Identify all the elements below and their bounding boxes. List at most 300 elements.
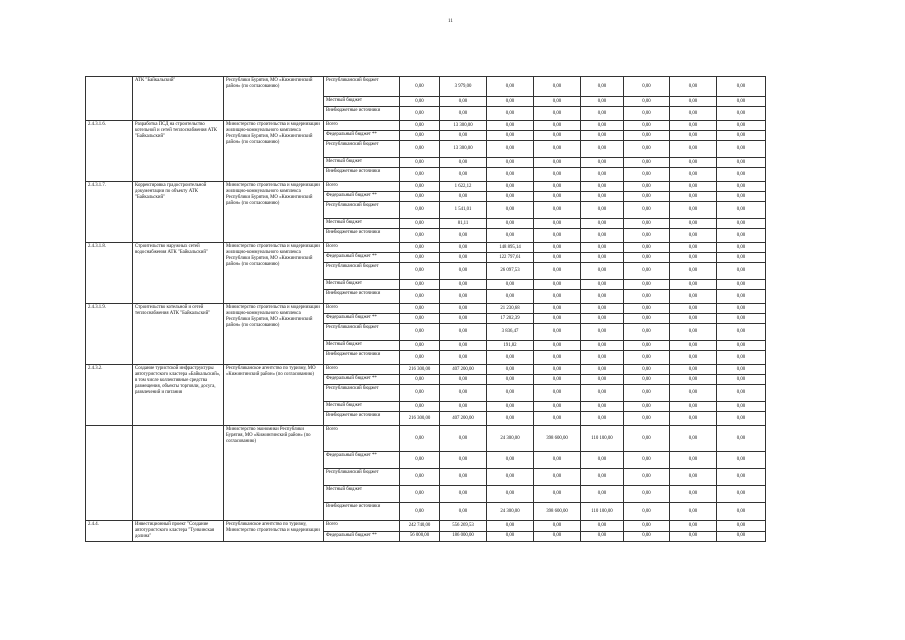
amount-cell: 0,00 (487, 469, 534, 486)
funding-source: Всего (324, 521, 400, 532)
amount-cell: 0,00 (624, 263, 670, 280)
amount-cell: 0,00 (624, 304, 670, 314)
amount-cell: 0,00 (534, 375, 581, 385)
amount-cell: 0,00 (670, 412, 717, 426)
amount-cell: 0,00 (717, 531, 766, 542)
amount-cell: 56 000,00 (400, 531, 440, 542)
amount-cell: 0,00 (581, 375, 624, 385)
amount-cell: 0,00 (400, 486, 440, 503)
amount-cell: 0,00 (581, 202, 624, 219)
funding-source: Всего (324, 182, 400, 192)
amount-cell: 0,00 (400, 192, 440, 202)
row-name: Инвестиционный проект "Создание автотуристского кластера "Тункинская долина" (133, 521, 224, 542)
amount-cell: 0,00 (400, 263, 440, 280)
amount-cell: 0,00 (534, 290, 581, 304)
row-code: 2.4.3.1.7. (86, 182, 133, 243)
amount-cell: 0,00 (534, 131, 581, 141)
amount-cell: 0,00 (624, 97, 670, 107)
amount-cell: 3 979,00 (440, 77, 487, 97)
amount-cell: 1 541,01 (440, 202, 487, 219)
amount-cell: 0,00 (624, 365, 670, 375)
amount-cell: 0,00 (581, 324, 624, 341)
amount-cell: 0,00 (670, 351, 717, 365)
amount-cell: 0,00 (534, 365, 581, 375)
amount-cell: 0,00 (581, 531, 624, 542)
amount-cell: 0,00 (670, 219, 717, 229)
row-executor: Министерство строительства и модернизации жилищно-коммунального комплекса Республики Бурятия, МО «Кижингинский район» (по согласованию) (224, 304, 324, 365)
amount-cell: 0,00 (400, 182, 440, 192)
amount-cell: 0,00 (534, 351, 581, 365)
amount-cell: 0,00 (717, 314, 766, 324)
amount-cell: 0,00 (534, 452, 581, 469)
amount-cell: 0,00 (670, 385, 717, 402)
amount-cell: 0,00 (400, 426, 440, 452)
amount-cell: 407 200,00 (440, 412, 487, 426)
amount-cell: 0,00 (534, 121, 581, 131)
funding-source: Внебюджетные источники (324, 290, 400, 304)
amount-cell: 0,00 (624, 243, 670, 253)
amount-cell: 0,00 (717, 263, 766, 280)
funding-source: Федеральный бюджет ** (324, 131, 400, 141)
amount-cell: 0,00 (400, 243, 440, 253)
amount-cell: 0,00 (534, 158, 581, 168)
funding-source: Всего (324, 365, 400, 375)
amount-cell: 24 300,00 (487, 426, 534, 452)
amount-cell: 0,00 (670, 402, 717, 412)
row-code (86, 77, 133, 121)
funding-source: Внебюджетные источники (324, 412, 400, 426)
amount-cell: 0,00 (400, 280, 440, 290)
amount-cell: 1 622,12 (440, 182, 487, 192)
amount-cell: 0,00 (440, 107, 487, 121)
amount-cell: 0,00 (670, 97, 717, 107)
funding-source: Федеральный бюджет ** (324, 253, 400, 263)
amount-cell: 0,00 (440, 97, 487, 107)
amount-cell: 0,00 (624, 121, 670, 131)
amount-cell: 0,00 (581, 351, 624, 365)
amount-cell: 0,00 (670, 324, 717, 341)
table-row (86, 304, 766, 314)
table-row (86, 77, 766, 97)
amount-cell: 0,00 (624, 192, 670, 202)
amount-cell: 0,00 (534, 521, 581, 532)
amount-cell: 0,00 (534, 77, 581, 97)
row-executor: Министерство экономики Республики Бурятия, МО «Кижингинский район» (по согласованию) (224, 426, 324, 521)
funding-source: Республиканский бюджет (324, 202, 400, 219)
amount-cell: 0,00 (487, 202, 534, 219)
amount-cell: 0,00 (581, 314, 624, 324)
funding-source: Республиканский бюджет (324, 141, 400, 158)
amount-cell: 0,00 (581, 229, 624, 243)
amount-cell: 0,00 (581, 253, 624, 263)
amount-cell: 0,00 (440, 503, 487, 521)
amount-cell: 0,00 (624, 521, 670, 532)
amount-cell: 0,00 (440, 253, 487, 263)
amount-cell: 0,00 (440, 426, 487, 452)
amount-cell: 0,00 (581, 97, 624, 107)
amount-cell: 0,00 (717, 182, 766, 192)
amount-cell: 0,00 (717, 469, 766, 486)
table-row (86, 182, 766, 192)
amount-cell: 0,00 (624, 469, 670, 486)
amount-cell: 0,00 (534, 304, 581, 314)
row-code (86, 426, 133, 521)
amount-cell: 0,00 (400, 385, 440, 402)
amount-cell: 0,00 (581, 412, 624, 426)
funding-source: Местный бюджет (324, 280, 400, 290)
amount-cell: 0,00 (400, 314, 440, 324)
amount-cell: 13 300,00 (440, 141, 487, 158)
amount-cell: 0,00 (717, 365, 766, 375)
amount-cell: 0,00 (670, 503, 717, 521)
funding-source: Всего (324, 121, 400, 131)
amount-cell: 0,00 (717, 192, 766, 202)
amount-cell: 0,00 (624, 158, 670, 168)
amount-cell: 0,00 (400, 229, 440, 243)
amount-cell: 0,00 (670, 426, 717, 452)
amount-cell: 110 100,00 (581, 426, 624, 452)
amount-cell: 0,00 (581, 219, 624, 229)
amount-cell: 0,00 (487, 182, 534, 192)
amount-cell: 0,00 (717, 202, 766, 219)
amount-cell: 0,00 (440, 304, 487, 314)
amount-cell: 0,00 (400, 97, 440, 107)
amount-cell: 0,00 (487, 412, 534, 426)
amount-cell: 0,00 (581, 290, 624, 304)
amount-cell: 0,00 (534, 531, 581, 542)
amount-cell: 0,00 (400, 351, 440, 365)
funding-source: Внебюджетные источники (324, 503, 400, 521)
amount-cell: 0,00 (487, 229, 534, 243)
amount-cell: 0,00 (670, 314, 717, 324)
amount-cell: 0,00 (534, 412, 581, 426)
amount-cell: 0,00 (670, 521, 717, 532)
amount-cell: 0,00 (581, 402, 624, 412)
amount-cell: 17 202,39 (487, 314, 534, 324)
amount-cell: 24 300,00 (487, 503, 534, 521)
amount-cell: 0,00 (487, 141, 534, 158)
row-executor: Министерство строительства и модернизации жилищно-коммунального комплекса Республики Бурятия, МО «Кижингинский район» (по согласованию) (224, 243, 324, 304)
amount-cell: 0,00 (487, 351, 534, 365)
amount-cell: 0,00 (400, 290, 440, 304)
amount-cell: 0,00 (534, 314, 581, 324)
amount-cell: 0,00 (440, 229, 487, 243)
amount-cell: 0,00 (400, 341, 440, 351)
amount-cell: 0,00 (670, 77, 717, 97)
funding-source: Федеральный бюджет ** (324, 314, 400, 324)
amount-cell: 0,00 (440, 314, 487, 324)
amount-cell: 0,00 (624, 402, 670, 412)
amount-cell: 0,00 (581, 452, 624, 469)
amount-cell: 0,00 (487, 219, 534, 229)
amount-cell: 0,00 (717, 402, 766, 412)
amount-cell: 398 600,00 (534, 426, 581, 452)
amount-cell: 0,00 (581, 385, 624, 402)
amount-cell: 0,00 (717, 158, 766, 168)
funding-source: Местный бюджет (324, 97, 400, 107)
amount-cell: 0,00 (717, 486, 766, 503)
amount-cell: 0,00 (440, 168, 487, 182)
amount-cell: 0,00 (440, 452, 487, 469)
funding-source: Федеральный бюджет ** (324, 531, 400, 542)
funding-source: Республиканский бюджет (324, 324, 400, 341)
amount-cell: 0,00 (487, 486, 534, 503)
row-code: 2.4.3.1.9. (86, 304, 133, 365)
amount-cell: 407 200,00 (440, 365, 487, 375)
amount-cell: 13 300,00 (440, 121, 487, 131)
amount-cell: 0,00 (581, 192, 624, 202)
row-name: АТК "Байкальский" (133, 77, 224, 121)
amount-cell: 110 100,00 (581, 503, 624, 521)
amount-cell: 0,00 (717, 168, 766, 182)
amount-cell: 0,00 (624, 375, 670, 385)
amount-cell: 0,00 (624, 452, 670, 469)
amount-cell: 0,00 (670, 375, 717, 385)
funding-source: Местный бюджет (324, 158, 400, 168)
amount-cell: 0,00 (624, 486, 670, 503)
amount-cell: 0,00 (670, 202, 717, 219)
amount-cell: 0,00 (440, 158, 487, 168)
amount-cell: 3 836,47 (487, 324, 534, 341)
amount-cell: 0,00 (624, 290, 670, 304)
amount-cell: 0,00 (624, 412, 670, 426)
amount-cell: 0,00 (534, 229, 581, 243)
amount-cell: 0,00 (581, 158, 624, 168)
amount-cell: 0,00 (717, 324, 766, 341)
amount-cell: 0,00 (400, 324, 440, 341)
amount-cell: 0,00 (581, 107, 624, 121)
amount-cell: 0,00 (670, 158, 717, 168)
funding-source: Всего (324, 243, 400, 253)
amount-cell: 0,00 (670, 253, 717, 263)
amount-cell: 0,00 (717, 131, 766, 141)
funding-source: Внебюджетные источники (324, 107, 400, 121)
amount-cell: 0,00 (581, 77, 624, 97)
amount-cell: 0,00 (581, 263, 624, 280)
amount-cell: 0,00 (534, 280, 581, 290)
amount-cell: 0,00 (624, 531, 670, 542)
amount-cell: 0,00 (400, 452, 440, 469)
amount-cell: 0,00 (487, 97, 534, 107)
amount-cell: 0,00 (670, 192, 717, 202)
amount-cell: 0,00 (400, 304, 440, 314)
amount-cell: 0,00 (534, 263, 581, 280)
amount-cell: 0,00 (487, 385, 534, 402)
amount-cell: 0,00 (581, 121, 624, 131)
amount-cell: 0,00 (487, 158, 534, 168)
amount-cell: 0,00 (717, 412, 766, 426)
amount-cell: 0,00 (581, 521, 624, 532)
amount-cell: 0,00 (534, 385, 581, 402)
amount-cell: 0,00 (581, 280, 624, 290)
row-name: Строительство котельной и сетей теплоснабжения АТК "Байкальский" (133, 304, 224, 365)
amount-cell: 0,00 (581, 141, 624, 158)
amount-cell: 0,00 (717, 341, 766, 351)
row-name: Корректировка градостроительной документации по объекту АТК "Байкальский" (133, 182, 224, 243)
amount-cell: 0,00 (440, 385, 487, 402)
amount-cell: 0,00 (624, 107, 670, 121)
amount-cell: 0,00 (400, 503, 440, 521)
amount-cell: 81,11 (440, 219, 487, 229)
amount-cell: 0,00 (670, 365, 717, 375)
amount-cell: 0,00 (581, 341, 624, 351)
amount-cell: 21 230,68 (487, 304, 534, 314)
amount-cell: 0,00 (487, 280, 534, 290)
amount-cell: 0,00 (534, 253, 581, 263)
amount-cell: 0,00 (624, 351, 670, 365)
table-row (86, 521, 766, 532)
amount-cell: 0,00 (717, 253, 766, 263)
amount-cell: 0,00 (717, 121, 766, 131)
row-code: 2.4.3.1.8. (86, 243, 133, 304)
amount-cell: 0,00 (487, 131, 534, 141)
amount-cell: 0,00 (400, 168, 440, 182)
amount-cell: 0,00 (624, 503, 670, 521)
amount-cell: 0,00 (400, 219, 440, 229)
amount-cell: 0,00 (487, 121, 534, 131)
amount-cell: 0,00 (624, 280, 670, 290)
amount-cell: 0,00 (534, 202, 581, 219)
amount-cell: 0,00 (670, 469, 717, 486)
amount-cell: 0,00 (717, 426, 766, 452)
amount-cell: 0,00 (440, 351, 487, 365)
amount-cell: 0,00 (581, 469, 624, 486)
amount-cell: 0,00 (670, 304, 717, 314)
amount-cell: 0,00 (400, 77, 440, 97)
row-name: Строительство наружных сетей водоснабжения АТК "Байкальский" (133, 243, 224, 304)
amount-cell: 0,00 (624, 219, 670, 229)
amount-cell: 0,00 (487, 365, 534, 375)
amount-cell: 0,00 (487, 521, 534, 532)
amount-cell: 186 000,00 (440, 531, 487, 542)
amount-cell: 0,00 (717, 77, 766, 97)
amount-cell: 0,00 (670, 229, 717, 243)
amount-cell: 0,00 (534, 107, 581, 121)
row-code: 2.4.3.2. (86, 365, 133, 426)
amount-cell: 556 269,53 (440, 521, 487, 532)
amount-cell: 0,00 (670, 341, 717, 351)
funding-source: Республиканский бюджет (324, 263, 400, 280)
row-executor: Республиканское агентство по туризму, Министерство строительства и модернизации (224, 521, 324, 542)
amount-cell: 0,00 (717, 141, 766, 158)
amount-cell: 0,00 (670, 141, 717, 158)
amount-cell: 0,00 (624, 385, 670, 402)
amount-cell: 216 300,00 (400, 412, 440, 426)
amount-cell: 0,00 (400, 375, 440, 385)
amount-cell: 0,00 (670, 290, 717, 304)
amount-cell: 0,00 (487, 531, 534, 542)
amount-cell: 0,00 (440, 243, 487, 253)
amount-cell: 0,00 (534, 182, 581, 192)
amount-cell: 0,00 (534, 97, 581, 107)
amount-cell: 0,00 (534, 141, 581, 158)
amount-cell: 0,00 (670, 121, 717, 131)
amount-cell: 0,00 (581, 182, 624, 192)
amount-cell: 148 895,14 (487, 243, 534, 253)
amount-cell: 0,00 (624, 253, 670, 263)
funding-source: Федеральный бюджет ** (324, 452, 400, 469)
amount-cell: 0,00 (440, 131, 487, 141)
amount-cell: 0,00 (400, 131, 440, 141)
amount-cell: 0,00 (581, 365, 624, 375)
amount-cell: 0,00 (534, 324, 581, 341)
amount-cell: 0,00 (670, 107, 717, 121)
amount-cell: 0,00 (534, 243, 581, 253)
funding-source: Местный бюджет (324, 486, 400, 503)
amount-cell: 0,00 (440, 280, 487, 290)
amount-cell: 0,00 (440, 192, 487, 202)
row-executor: Республиканское агентство по туризму, МО «Кижингинский район» (по согласованию) (224, 365, 324, 426)
amount-cell: 0,00 (624, 202, 670, 219)
amount-cell: 0,00 (717, 97, 766, 107)
amount-cell: 0,00 (440, 486, 487, 503)
amount-cell: 0,00 (717, 219, 766, 229)
amount-cell: 0,00 (624, 168, 670, 182)
amount-cell: 0,00 (487, 77, 534, 97)
amount-cell: 0,00 (717, 290, 766, 304)
funding-source: Внебюджетные источники (324, 351, 400, 365)
amount-cell: 242 740,00 (400, 521, 440, 532)
row-name: Создание туристской инфраструктуры автотуристского кластера «Байкальский», в том числе коллективные средства размещения, объекты торговли, досуга, развлечений и питания (133, 365, 224, 426)
amount-cell: 0,00 (440, 341, 487, 351)
amount-cell: 0,00 (487, 452, 534, 469)
amount-cell: 0,00 (624, 131, 670, 141)
funding-table (85, 76, 766, 542)
amount-cell: 0,00 (717, 351, 766, 365)
amount-cell: 0,00 (440, 290, 487, 304)
funding-source: Республиканский бюджет (324, 77, 400, 97)
amount-cell: 216 300,00 (400, 365, 440, 375)
row-code: 2.4.4. (86, 521, 133, 542)
amount-cell: 0,00 (400, 121, 440, 131)
amount-cell: 0,00 (440, 324, 487, 341)
table-row (86, 121, 766, 131)
amount-cell: 0,00 (400, 158, 440, 168)
amount-cell: 0,00 (581, 304, 624, 314)
amount-cell: 0,00 (440, 469, 487, 486)
table-row (86, 426, 766, 452)
amount-cell: 0,00 (717, 452, 766, 469)
amount-cell: 0,00 (400, 253, 440, 263)
funding-source: Местный бюджет (324, 219, 400, 229)
amount-cell: 0,00 (400, 202, 440, 219)
amount-cell: 0,00 (487, 168, 534, 182)
row-name (133, 426, 224, 521)
amount-cell: 0,00 (440, 402, 487, 412)
amount-cell: 0,00 (717, 229, 766, 243)
amount-cell: 26 097,53 (487, 263, 534, 280)
amount-cell: 0,00 (624, 229, 670, 243)
amount-cell: 0,00 (717, 304, 766, 314)
funding-source: Федеральный бюджет ** (324, 192, 400, 202)
amount-cell: 0,00 (670, 243, 717, 253)
amount-cell: 191,82 (487, 341, 534, 351)
amount-cell: 0,00 (624, 77, 670, 97)
amount-cell: 122 797,61 (487, 253, 534, 263)
amount-cell: 0,00 (534, 402, 581, 412)
row-code: 2.4.3.1.6. (86, 121, 133, 182)
amount-cell: 0,00 (534, 219, 581, 229)
funding-source: Внебюджетные источники (324, 168, 400, 182)
amount-cell: 0,00 (670, 452, 717, 469)
amount-cell: 0,00 (581, 131, 624, 141)
amount-cell: 0,00 (534, 168, 581, 182)
amount-cell: 0,00 (624, 426, 670, 452)
amount-cell: 0,00 (581, 168, 624, 182)
funding-source: Местный бюджет (324, 341, 400, 351)
funding-source: Внебюджетные источники (324, 229, 400, 243)
amount-cell: 0,00 (717, 385, 766, 402)
